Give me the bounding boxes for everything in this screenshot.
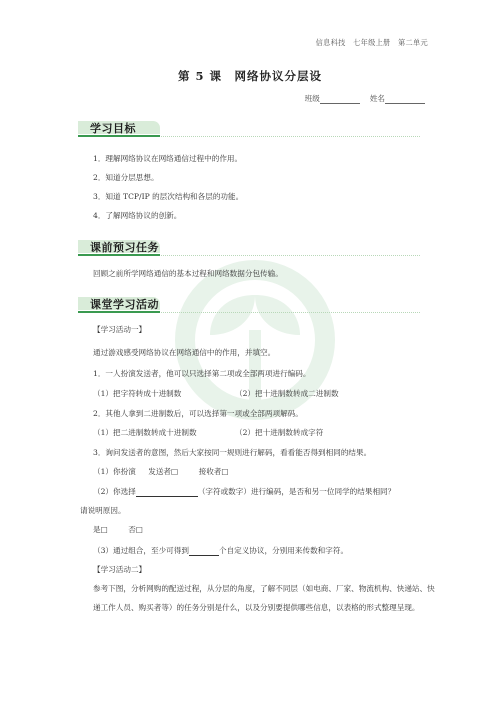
no-checkbox[interactable]: 否□ — [128, 525, 143, 534]
activity1-step2: 2．其他人拿到二进制数后，可以选择第一项或全部两项解码。 — [93, 409, 303, 418]
section-heading: 课前预习任务 — [90, 241, 159, 254]
receiver-checkbox[interactable]: 接收者□ — [198, 467, 229, 476]
section-goals — [78, 121, 420, 137]
activity2-text: 参考下图，分析网购的配送过程，从分层的角度，了解不同层（如电商、厂家、物流机构、快递站、快递工作人员、购买者等）的任务分别是什么，以及分别要提供哪些信息，以表格的形式整理呈现。 — [93, 584, 435, 612]
q2-continuation: 请说明原因。 — [80, 506, 126, 515]
question-1 — [93, 466, 229, 477]
goal-item: 1．理解网络协议在网络通信过程中的作用。 — [93, 154, 243, 163]
activity1-step3: 3．询问发送者的意图，然后大家按同一规则进行解码，看看能否得到相同的结果。 — [93, 448, 372, 457]
preview-text: 回顾之前所学网络通信的基本过程和网络数据分包传输。 — [93, 269, 283, 278]
name-field[interactable] — [385, 94, 425, 104]
goal-item: 4．了解网络协议的创新。 — [93, 211, 182, 220]
step1-option-2: （2）把十进制数转成二进制数 — [235, 389, 339, 398]
name-label: 姓名 — [369, 94, 385, 103]
step1-option-1: （1）把字符转成十进制数 — [93, 389, 182, 398]
question-2 — [93, 486, 395, 497]
step2-option-2: （2）把十进制数转成字符 — [235, 428, 324, 437]
question-3 — [93, 545, 348, 556]
q3-suffix: 个自定义协议，分别用来传数和字符。 — [218, 546, 349, 555]
q2-prefix: （2）你选择 — [93, 487, 136, 496]
section-heading: 学习目标 — [90, 122, 136, 135]
step2-option-1: （1）把二进制数转成十进制数 — [93, 428, 197, 437]
name-bar — [305, 93, 425, 104]
activity1-title: 【学习活动一】 — [93, 325, 147, 334]
activity2-title: 【学习活动二】 — [93, 565, 147, 574]
class-label: 班级 — [304, 94, 320, 103]
q2-suffix: （字符或数字）进行编码，是否和另一位同学的结果相同？ — [197, 487, 396, 496]
activity1-step1: 1．一人扮演发送者，他可以只选择第二项或全部两项进行编码。 — [93, 369, 311, 378]
section-preview — [78, 240, 420, 256]
section-classroom — [78, 297, 420, 313]
yes-checkbox[interactable]: 是□ — [93, 525, 108, 534]
q1-prefix: （1）你扮演 — [93, 467, 136, 476]
section-heading: 课堂学习活动 — [90, 298, 159, 311]
yes-no-row — [93, 524, 143, 535]
activity1-intro: 通过游戏感受网络协议在网络通信中的作用，并填空。 — [93, 348, 276, 357]
goal-item: 2．知道分层思想。 — [93, 173, 159, 182]
watermark-logo — [165, 235, 345, 435]
q3-prefix: （3）通过组合，至少可得到 — [93, 546, 189, 555]
q2-answer-blank[interactable] — [136, 488, 198, 497]
course-header: 信息科技 七年级上册 第二单元 — [315, 38, 428, 47]
sender-checkbox[interactable]: 发送者□ — [148, 467, 179, 476]
page-title: 第 5 课 网络协议分层设 — [177, 69, 322, 83]
class-field[interactable] — [320, 94, 360, 104]
q3-answer-blank[interactable] — [189, 547, 219, 556]
goal-item: 3．知道 TCP/IP 的层次结构和各层的功能。 — [93, 192, 244, 201]
